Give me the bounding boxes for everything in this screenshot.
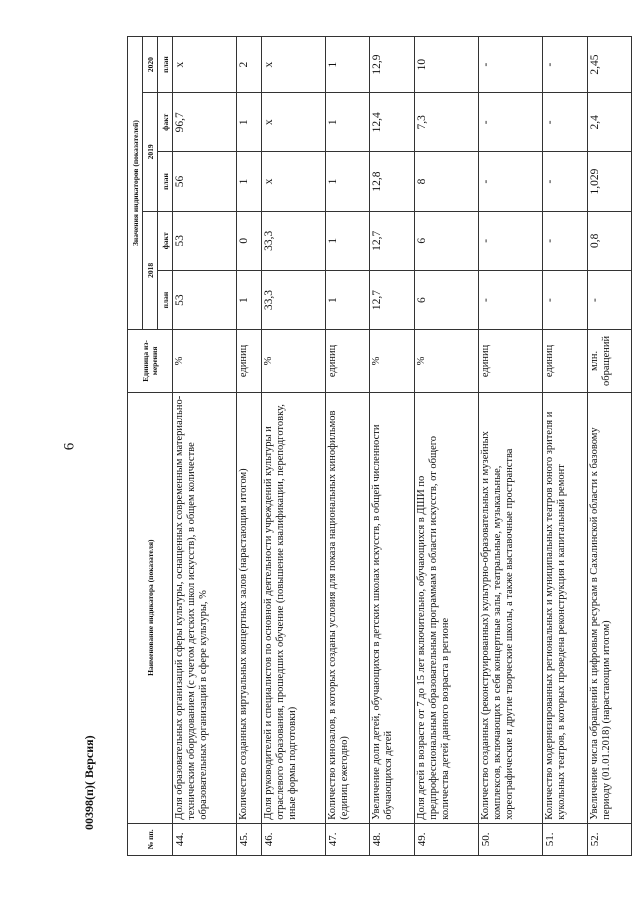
indicator-name: Увеличение доли детей, обучающихся в детских школах искусств, в общей численности обучающихся детей bbox=[370, 392, 414, 823]
header-plan-2019: план bbox=[158, 152, 173, 211]
plan-2019-cell: 12,8 bbox=[370, 152, 414, 211]
table-row bbox=[478, 37, 542, 856]
header-fact-2018: факт bbox=[158, 211, 173, 270]
header-plan-2020: план bbox=[158, 37, 173, 93]
plan-2019-cell: 8 bbox=[414, 152, 478, 211]
fact-2018-cell: 53 bbox=[173, 211, 237, 270]
indicator-name: Количество модернизированных региональных и муниципальных театров юного зрителя и кукольных театров, в которых проведена реконструкция и капитальный ремонт bbox=[543, 392, 587, 823]
fact-2018-cell: 33,3 bbox=[261, 211, 325, 270]
indicator-name: Количество созданных виртуальных концертных залов (нарастающим итогом) bbox=[237, 392, 262, 823]
fact-2018-cell: - bbox=[543, 211, 587, 270]
header-year-2019: 2019 bbox=[143, 93, 158, 212]
fact-2018-cell: 1 bbox=[325, 211, 369, 270]
header-num: № пп. bbox=[128, 823, 173, 855]
indicator-name: Количество кинозалов, в которых созданы условия для показа национальных кинофильмов (единиц ежегодно) bbox=[325, 392, 369, 823]
fact-2019-cell: - bbox=[478, 93, 542, 152]
fact-2019-cell: x bbox=[261, 93, 325, 152]
plan-2019-cell: x bbox=[261, 152, 325, 211]
plan-2018-cell: 33,3 bbox=[261, 270, 325, 329]
table-row bbox=[587, 37, 631, 856]
table-row bbox=[237, 37, 262, 856]
plan-2019-cell: - bbox=[543, 152, 587, 211]
unit-cell: единиц bbox=[325, 330, 369, 392]
row-number: 46. bbox=[261, 823, 325, 855]
fact-2019-cell: 1 bbox=[325, 93, 369, 152]
row-number: 44. bbox=[173, 823, 237, 855]
plan-2020-cell: 2,45 bbox=[587, 37, 631, 93]
plan-2020-cell: x bbox=[261, 37, 325, 93]
row-number: 51. bbox=[543, 823, 587, 855]
plan-2020-cell: - bbox=[543, 37, 587, 93]
plan-2020-cell: 12,9 bbox=[370, 37, 414, 93]
header-plan-2018: план bbox=[158, 270, 173, 329]
plan-2018-cell: - bbox=[543, 270, 587, 329]
plan-2020-cell: - bbox=[478, 37, 542, 93]
unit-cell: млн. обращений bbox=[587, 330, 631, 392]
unit-cell: единиц bbox=[237, 330, 262, 392]
unit-cell: % bbox=[173, 330, 237, 392]
row-number: 50. bbox=[478, 823, 542, 855]
indicator-name: Увеличение числа обращений к цифровым ресурсам в Сахалинской области к базовому периоду (01.01.2018) (нарастающим итогом) bbox=[587, 392, 631, 823]
row-number: 49. bbox=[414, 823, 478, 855]
table-row bbox=[325, 37, 369, 856]
fact-2018-cell: 0 bbox=[237, 211, 262, 270]
fact-2018-cell: - bbox=[478, 211, 542, 270]
row-number: 47. bbox=[325, 823, 369, 855]
fact-2019-cell: 12,4 bbox=[370, 93, 414, 152]
document-code: 00398(п)( Версия) bbox=[82, 735, 96, 830]
unit-cell: единиц bbox=[543, 330, 587, 392]
plan-2018-cell: 12,7 bbox=[370, 270, 414, 329]
fact-2019-cell: 1 bbox=[237, 93, 262, 152]
table-row bbox=[370, 37, 414, 856]
header-values-group: Значения индикаторов (показателей) bbox=[128, 37, 143, 330]
plan-2020-cell: x bbox=[173, 37, 237, 93]
indicators-table bbox=[127, 36, 632, 856]
unit-cell: % bbox=[261, 330, 325, 392]
plan-2019-cell: - bbox=[478, 152, 542, 211]
header-unit: Единица из-мерения bbox=[128, 330, 173, 392]
fact-2018-cell: 0,8 bbox=[587, 211, 631, 270]
header-fact-2019: факт bbox=[158, 93, 173, 152]
header-year-2018: 2018 bbox=[143, 211, 158, 330]
plan-2018-cell: 53 bbox=[173, 270, 237, 329]
header-year-2020: 2020 bbox=[143, 37, 158, 93]
fact-2019-cell: 2,4 bbox=[587, 93, 631, 152]
fact-2018-cell: 6 bbox=[414, 211, 478, 270]
rotated-table-wrapper bbox=[127, 36, 632, 856]
plan-2018-cell: - bbox=[587, 270, 631, 329]
unit-cell: единиц bbox=[478, 330, 542, 392]
row-number: 48. bbox=[370, 823, 414, 855]
indicator-name: Доля детей в возрасте от 7 до 15 лет включительно, обучающихся в ДШИ по предпрофессиональным образовательным программам в области искусств, от общего количества детей данного возраста в регионе bbox=[414, 392, 478, 823]
plan-2019-cell: 1,029 bbox=[587, 152, 631, 211]
plan-2020-cell: 2 bbox=[237, 37, 262, 93]
header-name: Наименование индикатора (показателя) bbox=[128, 392, 173, 823]
plan-2018-cell: 6 bbox=[414, 270, 478, 329]
table-row bbox=[261, 37, 325, 856]
plan-2020-cell: 10 bbox=[414, 37, 478, 93]
plan-2019-cell: 1 bbox=[325, 152, 369, 211]
plan-2019-cell: 56 bbox=[173, 152, 237, 211]
fact-2018-cell: 12,7 bbox=[370, 211, 414, 270]
indicator-name: Доля руководителей и специалистов по основной деятельности учреждений культуры и отраслевого образования, прошедших обучение (повышение квалификации, переподготовку, иные формы подготовки) bbox=[261, 392, 325, 823]
row-number: 45. bbox=[237, 823, 262, 855]
plan-2018-cell: 1 bbox=[237, 270, 262, 329]
unit-cell: % bbox=[370, 330, 414, 392]
plan-2020-cell: 1 bbox=[325, 37, 369, 93]
unit-cell: % bbox=[414, 330, 478, 392]
fact-2019-cell: - bbox=[543, 93, 587, 152]
table-row bbox=[543, 37, 587, 856]
page-number: 6 bbox=[61, 442, 78, 451]
fact-2019-cell: 7,3 bbox=[414, 93, 478, 152]
table-row bbox=[414, 37, 478, 856]
plan-2018-cell: - bbox=[478, 270, 542, 329]
indicator-name: Количество созданных (реконструированных) культурно-образовательных и музейных комплексов, включающих в себя концертные залы, театральные, музыкальные, хореографические и другие творческие школы, а также выставочные пространства bbox=[478, 392, 542, 823]
table-row bbox=[173, 37, 237, 856]
row-number: 52. bbox=[587, 823, 631, 855]
fact-2019-cell: 96,7 bbox=[173, 93, 237, 152]
plan-2018-cell: 1 bbox=[325, 270, 369, 329]
plan-2019-cell: 1 bbox=[237, 152, 262, 211]
indicator-name: Доля образовательных организаций сферы культуры, оснащенных современным материально-техническим оборудованием (с учетом детских школ искусств), в общем количестве образовательных организаций в сфере культуры, % bbox=[173, 392, 237, 823]
